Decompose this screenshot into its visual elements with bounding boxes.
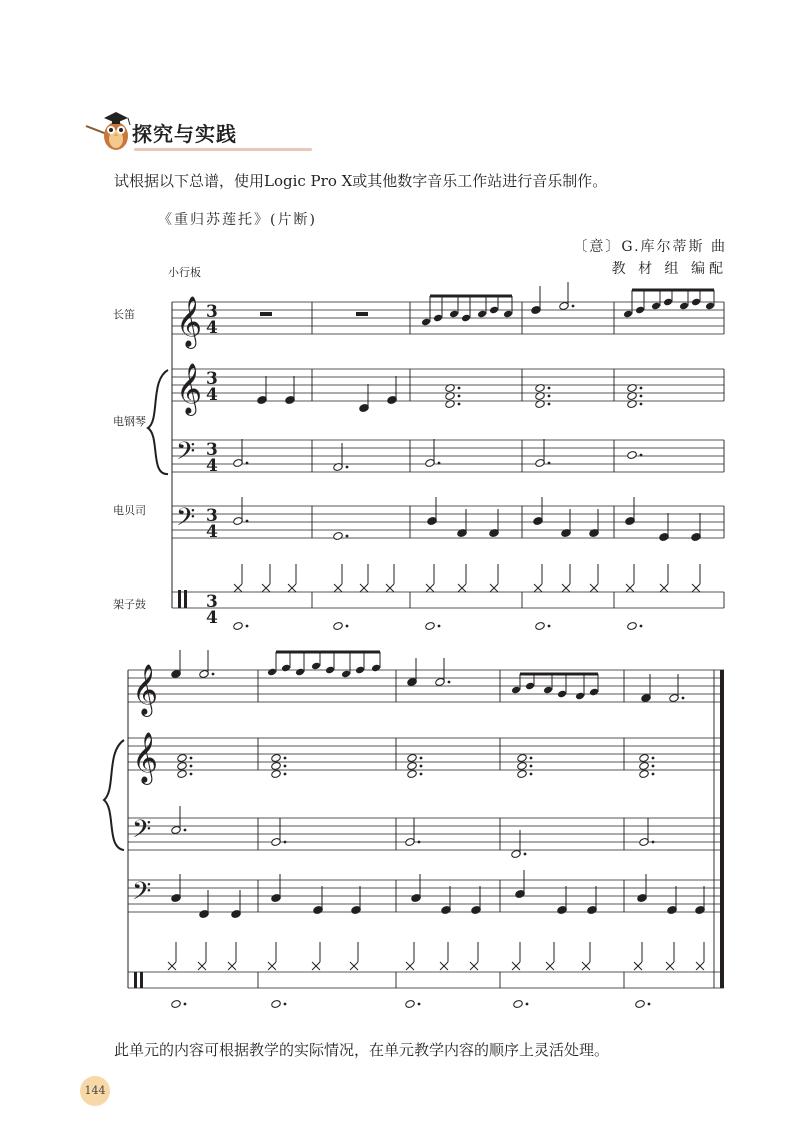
score-system-1 (148, 282, 724, 631)
time-signature-denominator: 4 (206, 522, 218, 542)
note-head (517, 769, 527, 778)
treble-clef-icon: 𝄞 (176, 296, 203, 347)
note-head (639, 769, 649, 778)
dot (652, 757, 655, 760)
note-head (407, 769, 417, 778)
dot (246, 625, 249, 628)
tempo-marking: 小行板 (168, 266, 201, 279)
time-signature-numerator: 3 (206, 440, 218, 460)
dot (184, 1003, 187, 1006)
treble-clef-icon: 𝄞 (132, 732, 159, 783)
note-head (177, 769, 187, 778)
bass-clef-icon: 𝄢 (132, 815, 152, 850)
whole-rest (260, 312, 272, 316)
dot (458, 387, 461, 390)
percussion-clef-icon (178, 590, 181, 608)
percussion-clef-icon (134, 972, 137, 988)
instrument-label-drums: 架子鼓 (113, 598, 146, 611)
instruction-text: 试根据以下总谱，使用Logic Pro X或其他数字音乐工作站进行音乐制作。 (114, 172, 608, 190)
piano-brace (104, 740, 124, 850)
time-signature-numerator: 3 (206, 302, 218, 322)
time-signature-denominator: 4 (206, 385, 218, 405)
dot (284, 765, 287, 768)
note-head (407, 753, 417, 762)
time-signature-denominator: 4 (206, 318, 218, 338)
dot (530, 773, 533, 776)
dot (420, 765, 423, 768)
dot (346, 625, 349, 628)
note-head (171, 999, 181, 1008)
dot (418, 1003, 421, 1006)
dot (246, 520, 249, 523)
dot (652, 773, 655, 776)
note-head (639, 761, 649, 770)
dot (346, 466, 349, 469)
dot (284, 1003, 287, 1006)
dot (548, 625, 551, 628)
whole-rest (356, 312, 368, 316)
dot (284, 841, 287, 844)
percussion-clef-icon (184, 590, 187, 608)
dot (418, 841, 421, 844)
dot (184, 829, 187, 832)
dot (652, 765, 655, 768)
treble-clef-icon: 𝄞 (132, 664, 159, 715)
note-head (405, 999, 415, 1008)
dot (458, 403, 461, 406)
dot (346, 535, 349, 538)
dot (526, 1003, 529, 1006)
note-head (513, 999, 523, 1008)
dot (640, 454, 643, 457)
note-head (333, 531, 343, 540)
time-signature-denominator: 4 (206, 456, 218, 476)
note-head (517, 753, 527, 762)
dot (652, 841, 655, 844)
note-head (177, 761, 187, 770)
dot (530, 757, 533, 760)
dot (530, 765, 533, 768)
page-number-badge: 144 (80, 1076, 110, 1106)
note-head (635, 999, 645, 1008)
piano-brace (148, 370, 168, 474)
note-head (627, 450, 637, 459)
instrument-label-epiano: 电钢琴 (113, 415, 146, 428)
note-head (407, 761, 417, 770)
dot (190, 773, 193, 776)
note-head (333, 621, 343, 630)
dot (458, 395, 461, 398)
dot (524, 853, 527, 856)
time-signature-denominator: 4 (206, 608, 218, 628)
composer-credit: 〔意〕G.库尔蒂斯 曲 (573, 239, 727, 255)
note-head (517, 761, 527, 770)
treble-clef-icon: 𝄞 (176, 363, 203, 414)
bass-clef-icon: 𝄢 (176, 437, 196, 472)
dot (572, 305, 575, 308)
dot (548, 395, 551, 398)
dot (190, 757, 193, 760)
note-head (425, 621, 435, 630)
dot (420, 773, 423, 776)
piece-title: 《重归苏莲托》(片断) (158, 212, 317, 228)
bass-clef-icon: 𝄢 (176, 503, 196, 538)
final-barline (720, 670, 724, 988)
note-head (271, 769, 281, 778)
instrument-label-ebass: 电贝司 (113, 504, 146, 517)
footnote-text: 此单元的内容可根据教学的实际情况，在单元教学内容的顺序上灵活处理。 (114, 1041, 610, 1059)
note-head (535, 621, 545, 630)
dot (548, 387, 551, 390)
dot (284, 773, 287, 776)
dot (212, 673, 215, 676)
dot (682, 697, 685, 700)
instrument-label-flute: 长笛 (113, 308, 135, 321)
note-head (271, 761, 281, 770)
dot (438, 625, 441, 628)
dot (548, 462, 551, 465)
dot (438, 462, 441, 465)
dot (640, 625, 643, 628)
note-head (271, 753, 281, 762)
note-head (627, 621, 637, 630)
dot (640, 395, 643, 398)
dot (246, 462, 249, 465)
arranger-credit: 教 材 组 编配 (611, 261, 727, 277)
percussion-clef-icon (140, 972, 143, 988)
dot (640, 403, 643, 406)
note-head (233, 621, 243, 630)
time-signature-numerator: 3 (206, 369, 218, 389)
note-head (271, 999, 281, 1008)
score-system-2 (104, 650, 724, 1009)
note-head (177, 753, 187, 762)
dot (284, 757, 287, 760)
dot (448, 681, 451, 684)
dot (648, 1003, 651, 1006)
time-signature-numerator: 3 (206, 506, 218, 526)
dot (190, 765, 193, 768)
section-title: 探究与实践 (132, 122, 237, 146)
time-signature-numerator: 3 (206, 592, 218, 612)
bass-clef-icon: 𝄢 (132, 877, 152, 912)
note-head (639, 753, 649, 762)
dot (640, 387, 643, 390)
dot (548, 403, 551, 406)
dot (420, 757, 423, 760)
